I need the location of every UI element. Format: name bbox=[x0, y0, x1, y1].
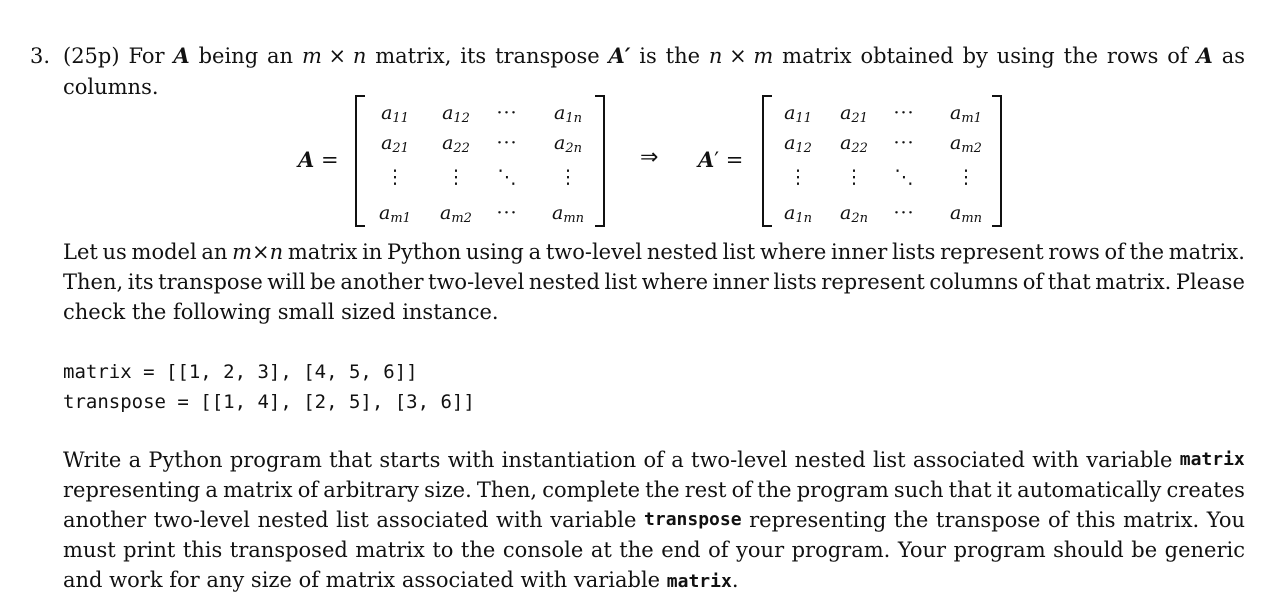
diagonal-ellipsis: ⋱ bbox=[497, 166, 517, 188]
diagonal-ellipsis: ⋱ bbox=[894, 166, 914, 188]
word: matrix bbox=[287, 240, 358, 264]
word: matrix bbox=[355, 538, 425, 562]
word: m×n bbox=[232, 240, 284, 264]
word: end bbox=[661, 538, 701, 562]
word: For bbox=[128, 44, 165, 68]
word: console bbox=[502, 538, 584, 562]
word: to bbox=[432, 538, 454, 562]
word: list bbox=[604, 270, 638, 294]
paragraph-line bbox=[63, 505, 1245, 535]
word: generic bbox=[1164, 538, 1245, 562]
word: list bbox=[872, 448, 906, 472]
entry-subscript: 11 bbox=[392, 111, 409, 126]
word: using bbox=[465, 240, 524, 264]
word: an bbox=[267, 44, 294, 68]
entry-base: a bbox=[554, 102, 566, 124]
word: two-level bbox=[545, 240, 643, 264]
paragraph-line bbox=[63, 445, 1245, 475]
word: this bbox=[1076, 508, 1116, 532]
word: two-level bbox=[153, 508, 250, 532]
word: variable bbox=[1086, 448, 1173, 472]
intro-line-2: columns. bbox=[63, 75, 159, 99]
word: that bbox=[1047, 270, 1091, 294]
word: with bbox=[447, 448, 495, 472]
word: at bbox=[590, 538, 612, 562]
word: with bbox=[495, 508, 543, 532]
word: transpose bbox=[495, 44, 600, 68]
entry-base: a bbox=[440, 202, 452, 224]
paragraph-text: and work for any size of matrix associated with variable bbox=[63, 568, 661, 592]
word: associated bbox=[912, 448, 1025, 472]
entry-subscript: 1n bbox=[565, 111, 582, 126]
entry-subscript: 2n bbox=[565, 141, 582, 156]
word: size. bbox=[424, 478, 472, 502]
word: transposed bbox=[229, 538, 348, 562]
prime-equals: ′ = bbox=[714, 148, 744, 172]
word: You bbox=[1206, 508, 1245, 532]
entry-base: a bbox=[551, 202, 564, 224]
entry-base: a bbox=[381, 102, 393, 124]
code-matrix-inline: matrix bbox=[1179, 449, 1245, 470]
word: A bbox=[173, 43, 190, 68]
entry-subscript: 11 bbox=[795, 111, 812, 126]
entry-subscript: 12 bbox=[795, 141, 812, 156]
word: the bbox=[665, 44, 701, 68]
word: rows bbox=[1048, 240, 1100, 264]
word: rest bbox=[684, 478, 727, 502]
entry-subscript: mn bbox=[563, 211, 585, 226]
word: of bbox=[1048, 508, 1069, 532]
matrix-entry bbox=[936, 201, 996, 231]
paragraph-model-description bbox=[63, 237, 1245, 327]
word: an bbox=[201, 240, 228, 264]
vertical-ellipsis: ⋮ bbox=[446, 166, 466, 188]
word: program. bbox=[791, 538, 891, 562]
word: rows bbox=[1106, 44, 1159, 68]
word: two-level bbox=[691, 448, 788, 472]
word: A bbox=[1196, 43, 1213, 68]
word: a bbox=[528, 240, 542, 264]
vertical-ellipsis: ⋮ bbox=[788, 166, 808, 188]
word: program bbox=[796, 478, 889, 502]
entry-base: a bbox=[949, 202, 962, 224]
entry-base: a bbox=[379, 202, 391, 224]
word: columns bbox=[929, 270, 1019, 294]
word: must bbox=[63, 538, 116, 562]
paragraph-line: check the following small sized instance. bbox=[63, 300, 499, 324]
word: of bbox=[1167, 44, 1188, 68]
word: Your bbox=[897, 538, 947, 562]
word: Let bbox=[63, 240, 98, 264]
entry-base: a bbox=[840, 202, 852, 224]
word: represent bbox=[940, 240, 1044, 264]
entry-base: a bbox=[784, 202, 796, 224]
matrix-a-transpose bbox=[762, 95, 1002, 225]
paragraph-line bbox=[63, 475, 1245, 505]
word: creates bbox=[1166, 478, 1245, 502]
word: the bbox=[757, 478, 792, 502]
horizontal-ellipsis: ··· bbox=[893, 202, 915, 224]
word: the bbox=[645, 478, 680, 502]
matrix-entry bbox=[768, 101, 828, 131]
entry-subscript: 21 bbox=[851, 111, 868, 126]
word: is bbox=[639, 44, 657, 68]
matrix-entry bbox=[365, 101, 425, 131]
intro-line-1 bbox=[63, 41, 1245, 71]
entry-subscript: m2 bbox=[961, 141, 982, 156]
word: of bbox=[1104, 240, 1125, 264]
word: using bbox=[996, 44, 1055, 68]
word: a bbox=[128, 448, 142, 472]
entry-base: a bbox=[840, 132, 852, 154]
word: nested bbox=[646, 240, 718, 264]
horizontal-ellipsis: ··· bbox=[893, 102, 915, 124]
word: its bbox=[127, 270, 154, 294]
word: of bbox=[643, 448, 664, 472]
entry-subscript: 22 bbox=[851, 141, 868, 156]
word: nested bbox=[257, 508, 329, 532]
entry-base: a bbox=[950, 132, 962, 154]
entry-base: a bbox=[442, 102, 454, 124]
vertical-ellipsis: ⋮ bbox=[956, 166, 976, 188]
entry-subscript: m2 bbox=[451, 211, 472, 226]
word: instantiation bbox=[501, 448, 637, 472]
word: list bbox=[336, 508, 369, 532]
word: will bbox=[267, 270, 306, 294]
word: such bbox=[893, 478, 944, 502]
word: matrix. bbox=[1168, 240, 1245, 264]
word: it bbox=[996, 478, 1012, 502]
word: being bbox=[198, 44, 259, 68]
word: should bbox=[1053, 538, 1124, 562]
word: transpose bbox=[935, 508, 1041, 532]
word: representing bbox=[63, 478, 201, 502]
word: inner bbox=[712, 270, 769, 294]
word: the bbox=[1063, 44, 1099, 68]
word: by bbox=[962, 44, 988, 68]
word: its bbox=[460, 44, 487, 68]
vertical-ellipsis: ⋮ bbox=[558, 166, 578, 188]
word: Please bbox=[1175, 270, 1245, 294]
word: representing bbox=[749, 508, 887, 532]
word: another bbox=[340, 270, 424, 294]
matrix-at-symbol: A bbox=[698, 147, 715, 172]
word: in bbox=[362, 240, 383, 264]
horizontal-ellipsis: ··· bbox=[496, 202, 518, 224]
equals-sign: = bbox=[314, 148, 339, 172]
matrix-entry bbox=[538, 101, 598, 131]
word: matrix. bbox=[1123, 508, 1200, 532]
word: of bbox=[731, 478, 752, 502]
problem-points: (25p) bbox=[63, 44, 120, 68]
word: matrix bbox=[782, 44, 852, 68]
word: of bbox=[297, 478, 319, 502]
word: with bbox=[1032, 448, 1079, 472]
word: represent bbox=[821, 270, 925, 294]
word: m × n bbox=[301, 44, 367, 68]
paragraph-line bbox=[63, 565, 1245, 595]
code-matrix-inline: matrix bbox=[666, 571, 732, 592]
word: associated bbox=[376, 508, 489, 532]
word: obtained bbox=[860, 44, 954, 68]
matrix-entry bbox=[538, 131, 598, 161]
vertical-ellipsis: ⋮ bbox=[385, 166, 405, 188]
code-example bbox=[63, 357, 475, 417]
matrix-at-label bbox=[698, 145, 743, 175]
word: a bbox=[205, 478, 218, 502]
word: be bbox=[309, 270, 336, 294]
word: another bbox=[63, 508, 147, 532]
word: where bbox=[641, 270, 709, 294]
left-bracket bbox=[355, 95, 365, 227]
entry-subscript: 21 bbox=[392, 141, 409, 156]
word: us bbox=[102, 240, 127, 264]
period: . bbox=[731, 568, 739, 592]
entry-base: a bbox=[381, 132, 393, 154]
matrix-a-symbol: A bbox=[298, 147, 315, 172]
entry-subscript: mn bbox=[961, 211, 983, 226]
horizontal-ellipsis: ··· bbox=[893, 132, 915, 154]
word: Python bbox=[387, 240, 462, 264]
entry-subscript: 2n bbox=[851, 211, 868, 226]
entry-subscript: 1n bbox=[795, 211, 812, 226]
word: lists bbox=[773, 270, 817, 294]
word: a bbox=[671, 448, 684, 472]
entry-base: a bbox=[442, 132, 454, 154]
word: list bbox=[722, 240, 756, 264]
matrix-entry bbox=[936, 101, 996, 131]
word: nested bbox=[528, 270, 600, 294]
matrix-entry bbox=[538, 201, 598, 231]
word: lists bbox=[891, 240, 936, 264]
word: Then, bbox=[63, 270, 124, 294]
word: of bbox=[1022, 270, 1044, 294]
matrix-entry bbox=[768, 131, 828, 161]
entry-subscript: 22 bbox=[453, 141, 470, 156]
word: inner bbox=[831, 240, 888, 264]
matrix-entry bbox=[365, 131, 425, 161]
word: automatically bbox=[1017, 478, 1162, 502]
word: nested bbox=[794, 448, 866, 472]
entry-subscript: m1 bbox=[390, 211, 411, 226]
word: variable bbox=[550, 508, 637, 532]
entry-base: a bbox=[950, 102, 962, 124]
word: transpose bbox=[158, 270, 263, 294]
word: the bbox=[1129, 240, 1165, 264]
word: this bbox=[182, 538, 223, 562]
word: Python bbox=[148, 448, 223, 472]
word: of bbox=[708, 538, 729, 562]
word: be bbox=[1131, 538, 1158, 562]
entry-base: a bbox=[840, 102, 852, 124]
paragraph-task-description bbox=[63, 445, 1245, 595]
word: A′ bbox=[608, 43, 631, 68]
word: that bbox=[329, 448, 373, 472]
word: complete bbox=[542, 478, 641, 502]
code-line-matrix: matrix = [[1, 2, 3], [4, 5, 6]] bbox=[63, 361, 418, 383]
word: as bbox=[1221, 44, 1245, 68]
matrix-entry bbox=[768, 201, 828, 231]
entry-subscript: 12 bbox=[453, 111, 470, 126]
vertical-ellipsis: ⋮ bbox=[844, 166, 864, 188]
word: starts bbox=[379, 448, 441, 472]
entry-subscript: m1 bbox=[961, 111, 982, 126]
matrix-entry bbox=[936, 131, 996, 161]
entry-base: a bbox=[784, 102, 796, 124]
word: print bbox=[123, 538, 176, 562]
paragraph-line bbox=[63, 237, 1245, 267]
matrix-a bbox=[355, 95, 605, 225]
word: the bbox=[893, 508, 929, 532]
entry-base: a bbox=[554, 132, 566, 154]
problem-number: 3. bbox=[30, 44, 51, 68]
word: the bbox=[460, 538, 496, 562]
word: matrix. bbox=[1095, 270, 1172, 294]
word: that bbox=[948, 478, 992, 502]
word: n × m bbox=[708, 44, 774, 68]
word: Then, bbox=[476, 478, 538, 502]
word: program bbox=[953, 538, 1046, 562]
matrix-entry bbox=[365, 201, 425, 231]
horizontal-ellipsis: ··· bbox=[496, 102, 518, 124]
word: where bbox=[759, 240, 827, 264]
word: your bbox=[736, 538, 785, 562]
entry-base: a bbox=[784, 132, 796, 154]
code-line-transpose: transpose = [[1, 4], [2, 5], [3, 6]] bbox=[63, 391, 475, 413]
implies-arrow: ⇒ bbox=[640, 145, 659, 170]
horizontal-ellipsis: ··· bbox=[496, 132, 518, 154]
word: the bbox=[619, 538, 654, 562]
paragraph-line bbox=[63, 535, 1245, 565]
word: Write bbox=[63, 448, 122, 472]
paragraph-line bbox=[63, 267, 1245, 297]
word: model bbox=[131, 240, 197, 264]
code-transpose-inline: transpose bbox=[644, 509, 742, 530]
word: two-level bbox=[428, 270, 525, 294]
word: arbitrary bbox=[323, 478, 419, 502]
word: matrix bbox=[223, 478, 293, 502]
word: matrix, bbox=[375, 44, 452, 68]
word: program bbox=[229, 448, 322, 472]
matrix-a-label bbox=[298, 145, 339, 175]
